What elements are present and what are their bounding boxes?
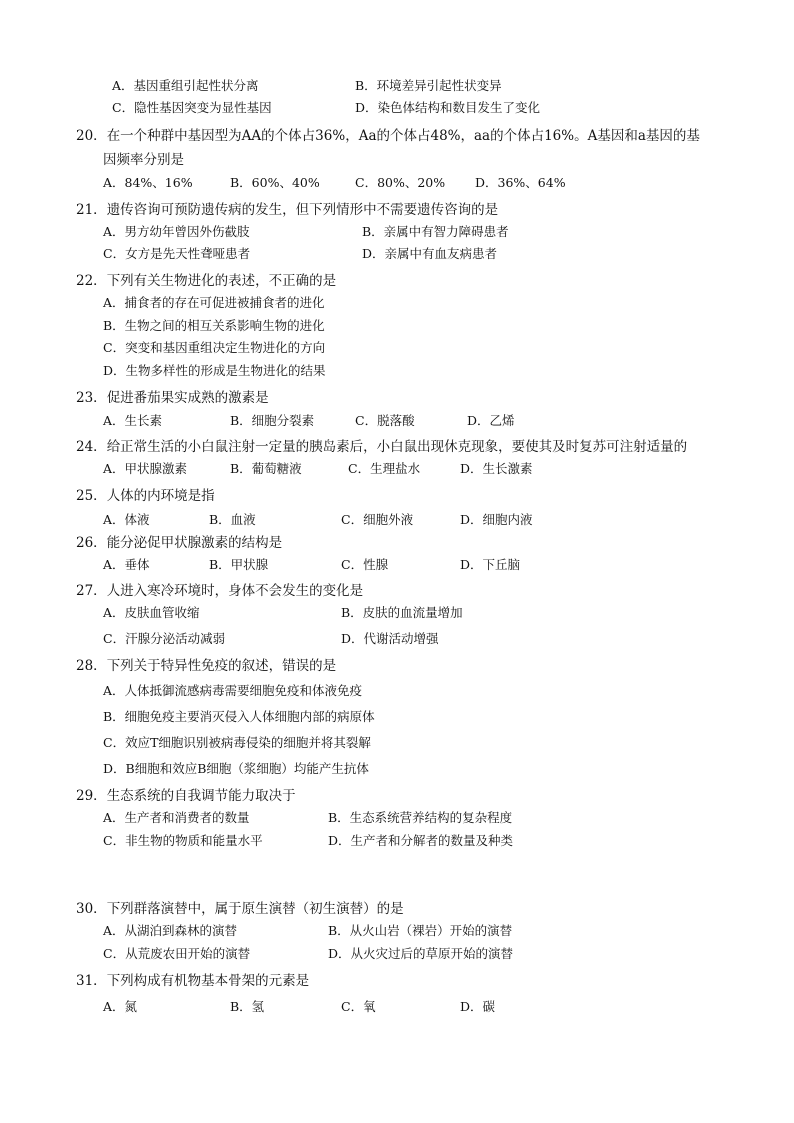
q28-stem: 下列关于特异性免疫的叙述，错误的是 bbox=[106, 658, 337, 674]
q21-option-a: A．男方幼年曾因外伤截肢 bbox=[103, 224, 250, 239]
q27-number: 27． bbox=[76, 583, 107, 599]
q25-stem: 人体的内环境是指 bbox=[106, 488, 215, 504]
q31-option-b: B．氢 bbox=[230, 999, 265, 1014]
q28-number: 28． bbox=[76, 658, 107, 674]
q27-stem-line bbox=[76, 581, 363, 601]
q24-number: 24． bbox=[76, 439, 107, 455]
q24-option-c: C．生理盐水 bbox=[348, 461, 421, 476]
q26-option-d: D．下丘脑 bbox=[460, 557, 521, 572]
q27-option-c: C．汗腺分泌活动减弱 bbox=[103, 631, 226, 646]
q25-stem-line bbox=[76, 486, 215, 506]
q31-stem: 下列构成有机物基本骨架的元素是 bbox=[106, 973, 310, 989]
q29-option-c: C．非生物的物质和能量水平 bbox=[103, 833, 263, 848]
q28-option-b: B．细胞免疫主要消灭侵入人体细胞内部的病原体 bbox=[103, 709, 375, 724]
q29-option-d: D．生产者和分解者的数量及种类 bbox=[328, 833, 514, 848]
q20-option-c: C．80%、20% bbox=[355, 175, 446, 190]
q30-option-a: A．从湖泊到森林的演替 bbox=[103, 923, 238, 938]
q22-option-b: B．生物之间的相互关系影响生物的进化 bbox=[103, 318, 325, 333]
q23-option-a: A．生长素 bbox=[103, 413, 163, 428]
q20-stem-line-2: 因频率分别是 bbox=[103, 152, 184, 168]
q23-stem: 促进番茄果实成熟的激素是 bbox=[106, 390, 269, 406]
q19-option-b: B．环境差异引起性状变异 bbox=[355, 78, 502, 93]
q22-option-d: D．生物多样性的形成是生物进化的结果 bbox=[103, 363, 326, 378]
q21-option-d: D．亲属中有血友病患者 bbox=[362, 246, 498, 261]
q27-option-b: B．皮肤的血流量增加 bbox=[341, 605, 463, 620]
q30-stem-line bbox=[76, 899, 404, 919]
q20-stem-line-1 bbox=[76, 126, 700, 146]
q22-option-c: C．突变和基因重组决定生物进化的方向 bbox=[103, 340, 326, 355]
q28-option-c: C．效应T细胞识别被病毒侵染的细胞并将其裂解 bbox=[103, 735, 371, 750]
q19-option-a: A．基因重组引起性状分离 bbox=[112, 78, 259, 93]
q25-option-d: D．细胞内液 bbox=[460, 512, 533, 527]
q20-option-b: B．60%、40% bbox=[230, 175, 320, 190]
q26-option-c: C．性腺 bbox=[341, 557, 389, 572]
q29-option-a: A．生产者和消费者的数量 bbox=[103, 810, 250, 825]
q25-option-b: B．血液 bbox=[209, 512, 256, 527]
q24-stem: 给正常生活的小白鼠注射一定量的胰岛素后，小白鼠出现休克现象，要使其及时复苏可注射适量的 bbox=[106, 439, 688, 455]
q19-option-d: D．染色体结构和数目发生了变化 bbox=[355, 100, 541, 115]
q21-option-b: B．亲属中有智力障碍患者 bbox=[362, 224, 509, 239]
q26-stem-line bbox=[76, 533, 282, 553]
q20-option-a: A．84%、16% bbox=[103, 175, 193, 190]
q31-number: 31． bbox=[76, 973, 107, 989]
q22-stem-line bbox=[76, 271, 336, 291]
q25-number: 25． bbox=[76, 488, 107, 504]
q30-stem: 下列群落演替中，属于原生演替（初生演替）的是 bbox=[106, 901, 404, 917]
q31-option-c: C．氧 bbox=[341, 999, 376, 1014]
q23-option-b: B．细胞分裂素 bbox=[230, 413, 315, 428]
q23-option-d: D．乙烯 bbox=[467, 413, 515, 428]
q30-option-d: D．从火灾过后的草原开始的演替 bbox=[328, 946, 514, 961]
q28-stem-line bbox=[76, 656, 336, 676]
q29-stem-line bbox=[76, 786, 296, 806]
q21-stem-line bbox=[76, 200, 498, 220]
q31-stem-line bbox=[76, 971, 309, 991]
q31-option-a: A．氮 bbox=[103, 999, 138, 1014]
q21-stem: 遗传咨询可预防遗传病的发生，但下列情形中不需要遗传咨询的是 bbox=[106, 202, 499, 218]
q20-option-d: D．36%、64% bbox=[475, 175, 566, 190]
q25-option-c: C．细胞外液 bbox=[341, 512, 414, 527]
q29-option-b: B．生态系统营养结构的复杂程度 bbox=[328, 810, 513, 825]
q20-stem: 在一个种群中基因型为AA的个体占36%，Aa的个体占48%，aa的个体占16%。A基因和a基因的基 bbox=[106, 128, 700, 144]
q21-option-c: C．女方是先天性聋哑患者 bbox=[103, 246, 251, 261]
q28-option-a: A．人体抵御流感病毒需要细胞免疫和体液免疫 bbox=[103, 683, 363, 698]
q24-option-b: B．葡萄糖液 bbox=[230, 461, 302, 476]
q27-stem: 人进入寒冷环境时，身体不会发生的变化是 bbox=[106, 583, 364, 599]
q26-stem: 能分泌促甲状腺激素的结构是 bbox=[106, 535, 283, 551]
q20-number: 20． bbox=[76, 128, 107, 144]
q29-number: 29． bbox=[76, 788, 107, 804]
q24-option-d: D．生长激素 bbox=[460, 461, 533, 476]
q25-option-a: A．体液 bbox=[103, 512, 150, 527]
q21-number: 21． bbox=[76, 202, 107, 218]
q24-stem-line bbox=[76, 437, 687, 457]
q30-option-b: B．从火山岩（裸岩）开始的演替 bbox=[328, 923, 513, 938]
q27-option-d: D．代谢活动增强 bbox=[341, 631, 439, 646]
q22-option-a: A．捕食者的存在可促进被捕食者的进化 bbox=[103, 295, 325, 310]
q29-stem: 生态系统的自我调节能力取决于 bbox=[106, 788, 296, 804]
q19-option-c: C．隐性基因突变为显性基因 bbox=[112, 100, 272, 115]
q26-option-a: A．垂体 bbox=[103, 557, 150, 572]
q24-option-a: A．甲状腺激素 bbox=[103, 461, 188, 476]
q30-option-c: C．从荒废农田开始的演替 bbox=[103, 946, 251, 961]
q28-option-d: D．B细胞和效应B细胞（浆细胞）均能产生抗体 bbox=[103, 761, 369, 776]
q26-option-b: B．甲状腺 bbox=[209, 557, 269, 572]
q23-stem-line bbox=[76, 388, 269, 408]
q31-option-d: D．碳 bbox=[460, 999, 496, 1014]
q30-number: 30． bbox=[76, 901, 107, 917]
q23-option-c: C．脱落酸 bbox=[355, 413, 415, 428]
q23-number: 23． bbox=[76, 390, 107, 406]
q26-number: 26． bbox=[76, 535, 107, 551]
q27-option-a: A．皮肤血管收缩 bbox=[103, 605, 200, 620]
q22-stem: 下列有关生物进化的表述，不正确的是 bbox=[106, 273, 337, 289]
q22-number: 22． bbox=[76, 273, 107, 289]
